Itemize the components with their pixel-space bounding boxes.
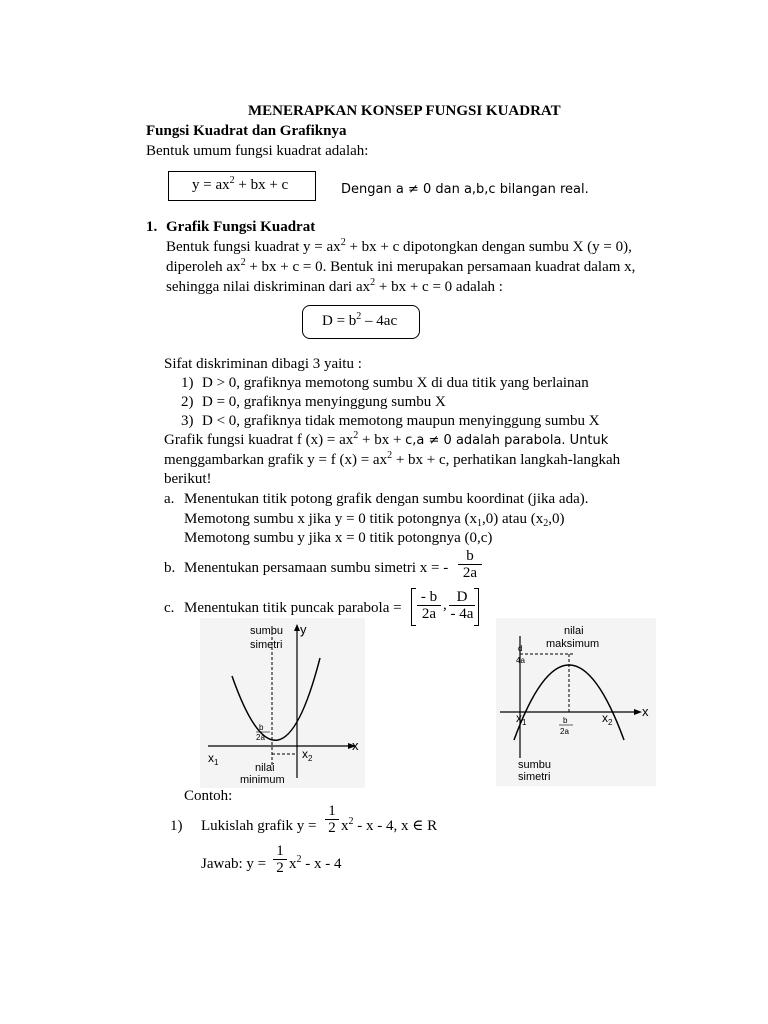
step-a-label: a. — [164, 491, 175, 507]
max-x1-label: $x_1$ — [516, 711, 527, 727]
step-b-fraction: $\frac{b}{2a}$ — [458, 548, 482, 581]
sec1-line3: sehingga nilai diskriminan dari $ax^2$ + bx + c = 0 adalah : — [166, 277, 503, 295]
step-c-text: Menentukan titik puncak parabola = — [184, 600, 402, 616]
step-a-x: Memotong sumbu x jika y = 0 titik potongnya $(x_1,0)$ atau $(x_2,0)$ — [184, 511, 565, 529]
sifat-item-2: D = 0, grafiknya menyinggung sumbu X — [202, 394, 446, 410]
step-c-label: c. — [164, 600, 175, 616]
max-4a-label: 4a — [516, 656, 525, 665]
max-simetri-label: simetri — [518, 771, 551, 783]
vertex-num2: D — [456, 589, 468, 605]
min-minimum-label: minimum — [240, 774, 285, 786]
vertex-num1: - b — [420, 589, 438, 605]
min-nilai-label: nilai — [255, 762, 275, 774]
vertex-bracket — [411, 588, 479, 624]
max-b-label: b — [563, 716, 568, 725]
min-b-label: b — [259, 723, 264, 732]
general-form: $y = ax^2$ + bx + c — [192, 175, 289, 193]
max-d-label: d — [518, 644, 523, 653]
sec1-line2: diperoleh $ax^2$ + bx + c = 0. Bentuk ini merupakan persamaan kuadrat dalam x, — [166, 257, 636, 275]
discriminant-formula: $D = b^2 - 4ac$ — [322, 311, 398, 329]
graph-minimum — [200, 618, 365, 788]
intro-text: Bentuk umum fungsi kuadrat adalah: — [146, 143, 369, 159]
sifat-intro: Sifat diskriminan dibagi 3 yaitu : — [164, 356, 362, 372]
step-b-text: Menentukan persamaan sumbu simetri x = - — [184, 560, 449, 576]
grafik-line1: Grafik fungsi kuadrat f $(x) = ax^2$ + bx + c,a ≠ 0 adalah parabola. Untuk — [164, 430, 609, 448]
condition-note: Dengan a ≠ 0 dan a,b,c bilangan real. — [341, 182, 589, 197]
sifat-item-3: D < 0, grafiknya tidak memotong maupun menyinggung sumbu X — [202, 413, 600, 429]
grafik-line2: menggambarkan grafik y = f $(x) = ax^2$ + bx + c, perhatikan langkah-langkah — [164, 450, 621, 468]
max-x-label: x — [642, 704, 649, 719]
vertex-den2: - 4a — [450, 606, 474, 622]
section-heading: Fungsi Kuadrat dan Grafiknya — [146, 123, 347, 139]
contoh-q-rest: $x^2$ - x - 4, x ∈ R — [341, 816, 438, 834]
contoh-ans-rest: $x^2$ - x - 4 — [289, 854, 342, 872]
sec1-heading: Grafik Fungsi Kuadrat — [166, 219, 316, 235]
graph-maximum — [496, 618, 656, 786]
grafik-line3: berikut! — [164, 471, 212, 487]
contoh-ans-text: Jawab: y = — [201, 856, 267, 872]
min-x2-label: $x_2$ — [302, 747, 313, 763]
step-a-text: Menentukan titik potong grafik dengan sumbu koordinat (jika ada). — [184, 491, 589, 507]
min-x1-label: $x_1$ — [208, 751, 219, 767]
max-sumbu-label: sumbu — [518, 759, 552, 771]
max-nilai-label: nilai — [564, 625, 584, 637]
contoh-ans-fraction: $\frac{1}{2}$ — [273, 843, 287, 876]
vertex-comma: , — [443, 597, 447, 613]
step-b-label: b. — [164, 560, 176, 576]
sec1-line1: Bentuk fungsi kuadrat $y = ax^2$ + bx + c dipotongkan dengan sumbu X (y = 0), — [166, 237, 632, 255]
sifat-item-2-num: 2) — [181, 394, 194, 410]
max-maksimum-label: maksimum — [546, 638, 600, 650]
max-2a-label: 2a — [560, 727, 569, 736]
page-title: MENERAPKAN KONSEP FUNGSI KUADRAT — [248, 103, 561, 119]
min-simetri-label: simetri — [250, 639, 283, 651]
step-a-y: Memotong sumbu y jika x = 0 titik potongnya (0,c) — [184, 530, 493, 546]
contoh-q-num: 1) — [170, 818, 183, 834]
min-sumbu-label: sumbu — [250, 625, 284, 637]
min-2a-label: 2a — [256, 733, 265, 742]
contoh-q-text: Lukislah grafik y = — [201, 818, 317, 834]
contoh-label: Contoh: — [184, 788, 233, 804]
vertex-den1: 2a — [417, 605, 441, 622]
sifat-item-3-num: 3) — [181, 413, 194, 429]
max-x2-label: $x_2$ — [602, 711, 613, 727]
sifat-item-1-num: 1) — [181, 375, 194, 391]
min-y-label: y — [300, 622, 307, 637]
contoh-q-fraction: $\frac{1}{2}$ — [325, 803, 339, 836]
min-x-label: x — [352, 738, 359, 753]
sifat-item-1: D > 0, grafiknya memotong sumbu X di dua titik yang berlainan — [202, 375, 589, 391]
sec1-number: 1. — [146, 219, 158, 235]
